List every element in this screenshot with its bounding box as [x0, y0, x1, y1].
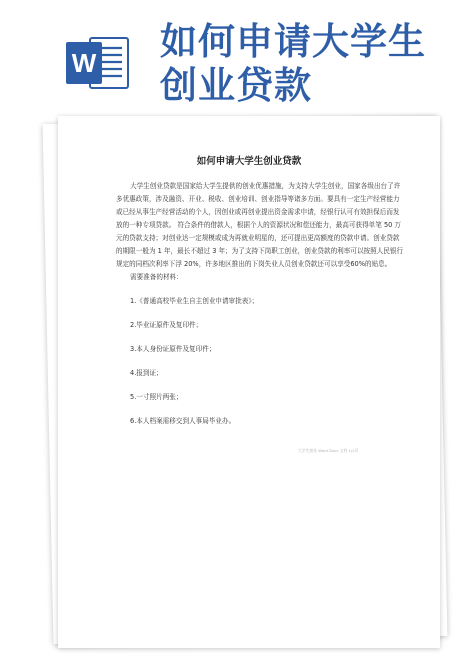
svg-text:W: W — [71, 48, 97, 78]
page-footer: 大学生创业 Word Docs 文档 1/1页 — [298, 448, 359, 453]
material-item: 4.报到证； — [130, 369, 163, 377]
intro-paragraph: 大学生创业贷款是国家给大学生提供的创业优惠措施，为支持大学生创业，国家各级出台了许多优惠政策，涉及融资、开业、税收、创业培训、创业指导等诸多方面。要具有一定生产经营能力或已经从事生产经营活动的个人，因创业或再创业提出资金需求申请，经银行认可有效担保后而发放的一种专项贷款。 符合条件的借款人，根据个人的资源状况和偿还能力，最高可获得单笔 50 万元的贷款支持；对创业达一定规模或成为再就业明星的，还可提出更高额度的贷款申请。创业贷款的期限一般为 1 年，最长不超过 3 年；为了支持下岗职工创业，创业贷款的利率可以按照人民银行规定的同档次利率下浮 20%，许多地区推出的下岗失业人员创业贷款还可以享受60%的贴息。 — [116, 182, 404, 268]
material-item: 5.一寸照片两张； — [130, 393, 183, 401]
document-body — [116, 180, 406, 428]
materials-heading: 需要准备的材料： — [130, 273, 183, 281]
material-item: 2.毕业证原件及复印件； — [130, 321, 203, 329]
header-banner — [0, 0, 474, 112]
material-item: 1.《普通高校毕业生自主创业申请审批表》； — [130, 297, 259, 305]
material-item: 3.本人身份证原件及复印件； — [130, 345, 216, 353]
material-item: 6.本人档案需移交到人事局毕业办。 — [130, 417, 236, 425]
header-title: 如何申请大学生创业贷款 — [160, 20, 426, 107]
word-document-icon — [64, 32, 130, 92]
document-title: 如何申请大学生创业贷款 — [196, 156, 302, 167]
document-page — [58, 116, 440, 648]
